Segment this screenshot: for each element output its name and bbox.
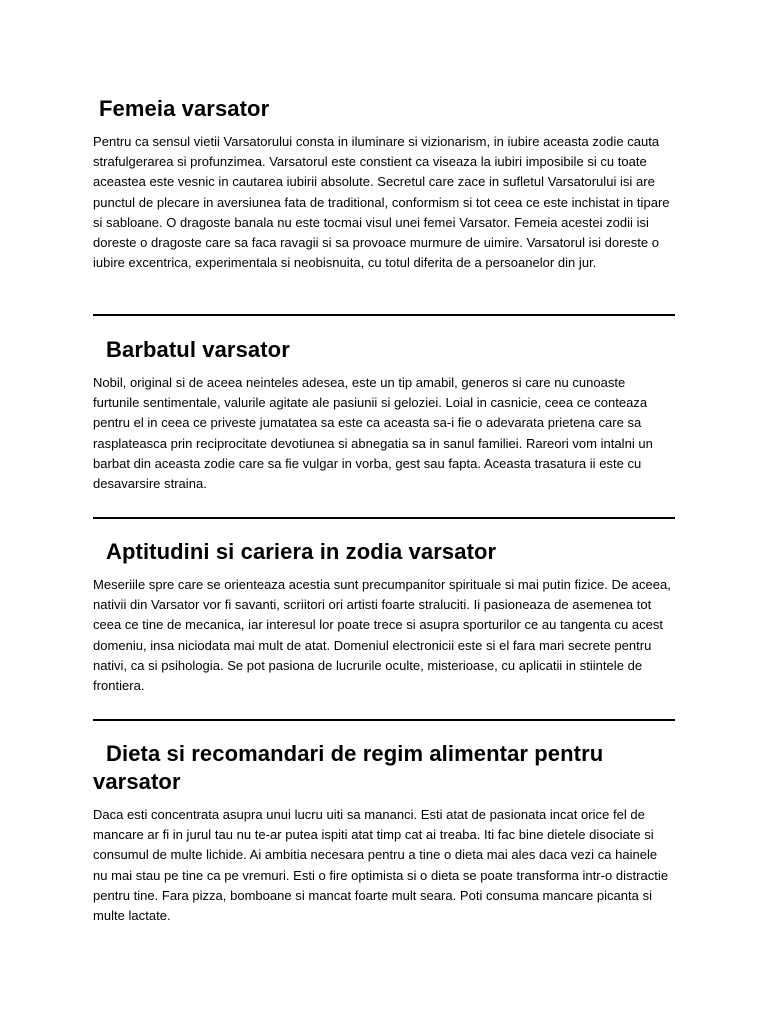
section-divider xyxy=(93,314,675,316)
section-barbatul-varsator xyxy=(93,336,675,494)
section-body: Nobil, original si de aceea neinteles adesea, este un tip amabil, generos si care nu cunoaste furtunile sentimentale, valurile agitate ale pasiunii si geloziei. Loial in casnicie, ceea ce conteaza pentru el in ceea ce priveste jumatatea sa este ca aceasta sa-i fie o adevarata prietena care sa rasplateasca prin reciprocitate devotiunea si abnegatia sa in sanul familiei. Rareori vom intalni un barbat din aceasta zodie care sa fie vulgar in vorba, gest sau fapta. Aceasta trasatura ii este cu desavarsire straina. xyxy=(93,375,653,492)
section-divider xyxy=(93,719,675,721)
section-heading: Femeia varsator xyxy=(99,96,270,121)
section-heading: Barbatul varsator xyxy=(106,337,290,362)
section-aptitudini-cariera xyxy=(93,538,675,696)
section-heading: Dieta si recomandari de regim alimentar pentru varsator xyxy=(93,741,604,794)
section-divider xyxy=(93,517,675,519)
section-femeia-varsator xyxy=(93,95,675,273)
section-dieta-regim xyxy=(93,740,675,926)
section-body: Daca esti concentrata asupra unui lucru uiti sa mananci. Esti atat de pasionata incat orice fel de mancare ar fi in jurul tau nu te-ar putea ispiti atat timp cat ai treaba. Iti fac bine dietele disociate si consumul de multe lichide. Ai ambitia necesara pentru a tine o dieta mai ales daca vezi ca hainele nu mai stau pe tine ca pe vremuri. Esti o fire optimista si o dieta se poate transforma intr-o distractie pentru tine. Fara pizza, bomboane si mancat foarte mult seara. Poti consuma mancare picanta si multe lactate. xyxy=(93,807,669,924)
section-heading: Aptitudini si cariera in zodia varsator xyxy=(106,539,497,564)
section-body: Pentru ca sensul vietii Varsatorului consta in iluminare si vizionarism, in iubire aceasta zodie cauta strafulgerarea si profunzimea. Varsatorul este constient ca viseaza la iubiri imposibile si cu toate aceastea este vesnic in cautarea iubirii absolute. Secretul care zace in sufletul Varsatorului isi are punctul de plecare in aversiunea fata de traditional, conformism si tot ceea ce este inchistat in tipare si sabloane. O dragoste banala nu este tocmai visul unei femei Varsator. Femeia acestei zodii isi doreste o dragoste care sa faca ravagii si sa provoace murmure de uimire. Varsatorul isi doreste o iubire excentrica, experimentala si neobisnuita, cu totul diferita de a persoanelor din jur. xyxy=(93,134,670,271)
section-body: Meseriile spre care se orienteaza acestia sunt precumpanitor spirituale si mai putin fizice. De aceea, nativii din Varsator vor fi savanti, scriitori ori artisti foarte straluciti. Ii pasioneaza de asemenea tot ceea ce tine de mecanica, iar interesul lor poate trece si asupra sporturilor ce au tangenta cu acest domeniu, insa niciodata mai mult de atat. Domeniul electronicii este si el fara mari secrete pentru nativi, ca si psihologia. Se pot pasiona de lucrurile oculte, misterioase, cu aplicatii in stiintele de frontiera. xyxy=(93,577,671,694)
